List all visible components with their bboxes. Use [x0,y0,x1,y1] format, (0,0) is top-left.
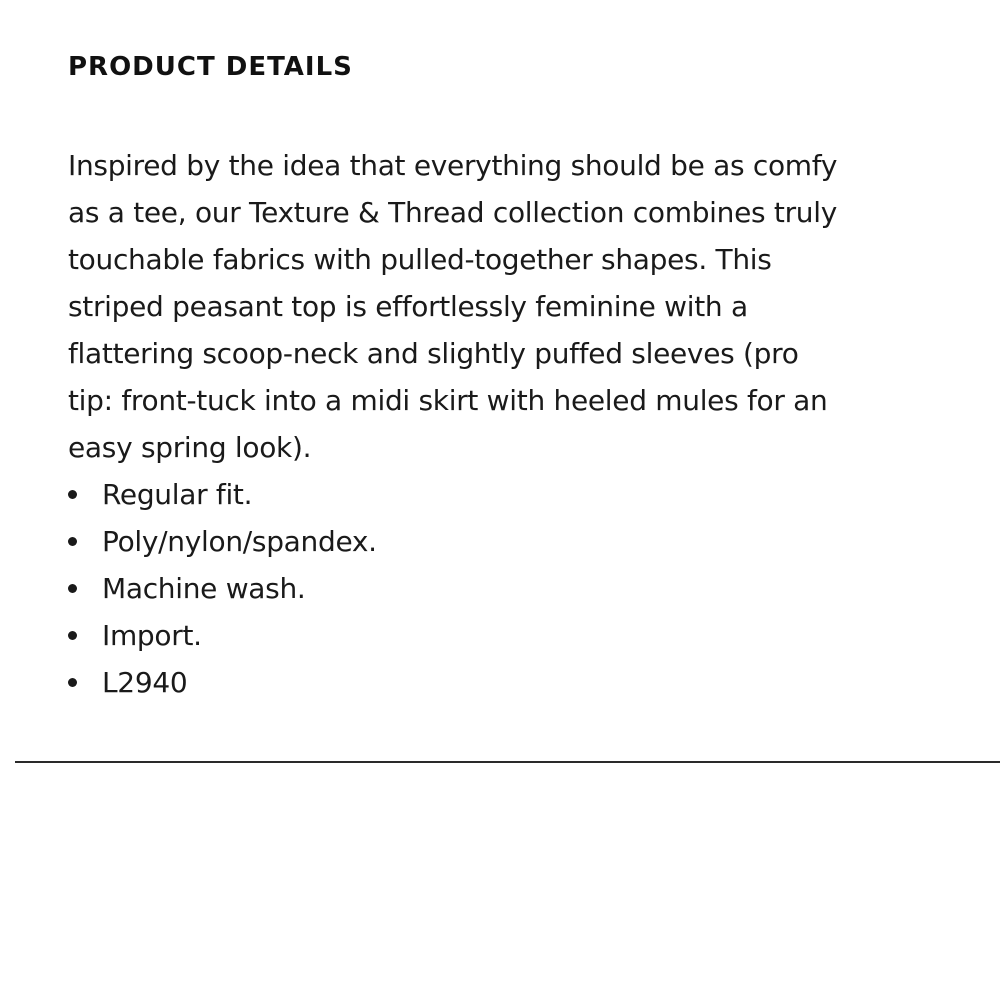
list-item [68,471,377,518]
description-line: striped peasant top is effortlessly feminine with a [68,290,748,323]
list-item [68,518,377,565]
list-item-text: Regular fit. [102,478,253,511]
list-item-text: Machine wash. [102,572,306,605]
description-line: as a tee, our Texture & Thread collection combines truly [68,196,838,229]
list-item [68,659,377,706]
product-features-list [68,471,377,706]
list-item-text: Poly/nylon/spandex. [102,525,377,558]
bullet-icon [68,537,77,546]
description-line: Inspired by the idea that everything should be as comfy [68,149,838,182]
list-item-text: L2940 [102,666,188,699]
list-item-text: Import. [102,619,202,652]
bullet-icon [68,490,77,499]
bullet-icon [68,631,77,640]
section-title: PRODUCT DETAILS [68,52,353,82]
bullet-icon [68,678,77,687]
description-line: flattering scoop-neck and slightly puffed sleeves (pro [68,337,799,370]
product-description [68,142,948,471]
list-item [68,565,377,612]
section-divider [15,761,1000,763]
list-item [68,612,377,659]
description-line: touchable fabrics with pulled-together shapes. This [68,243,772,276]
description-line: easy spring look). [68,431,312,464]
bullet-icon [68,584,77,593]
description-line: tip: front-tuck into a midi skirt with heeled mules for an [68,384,828,417]
